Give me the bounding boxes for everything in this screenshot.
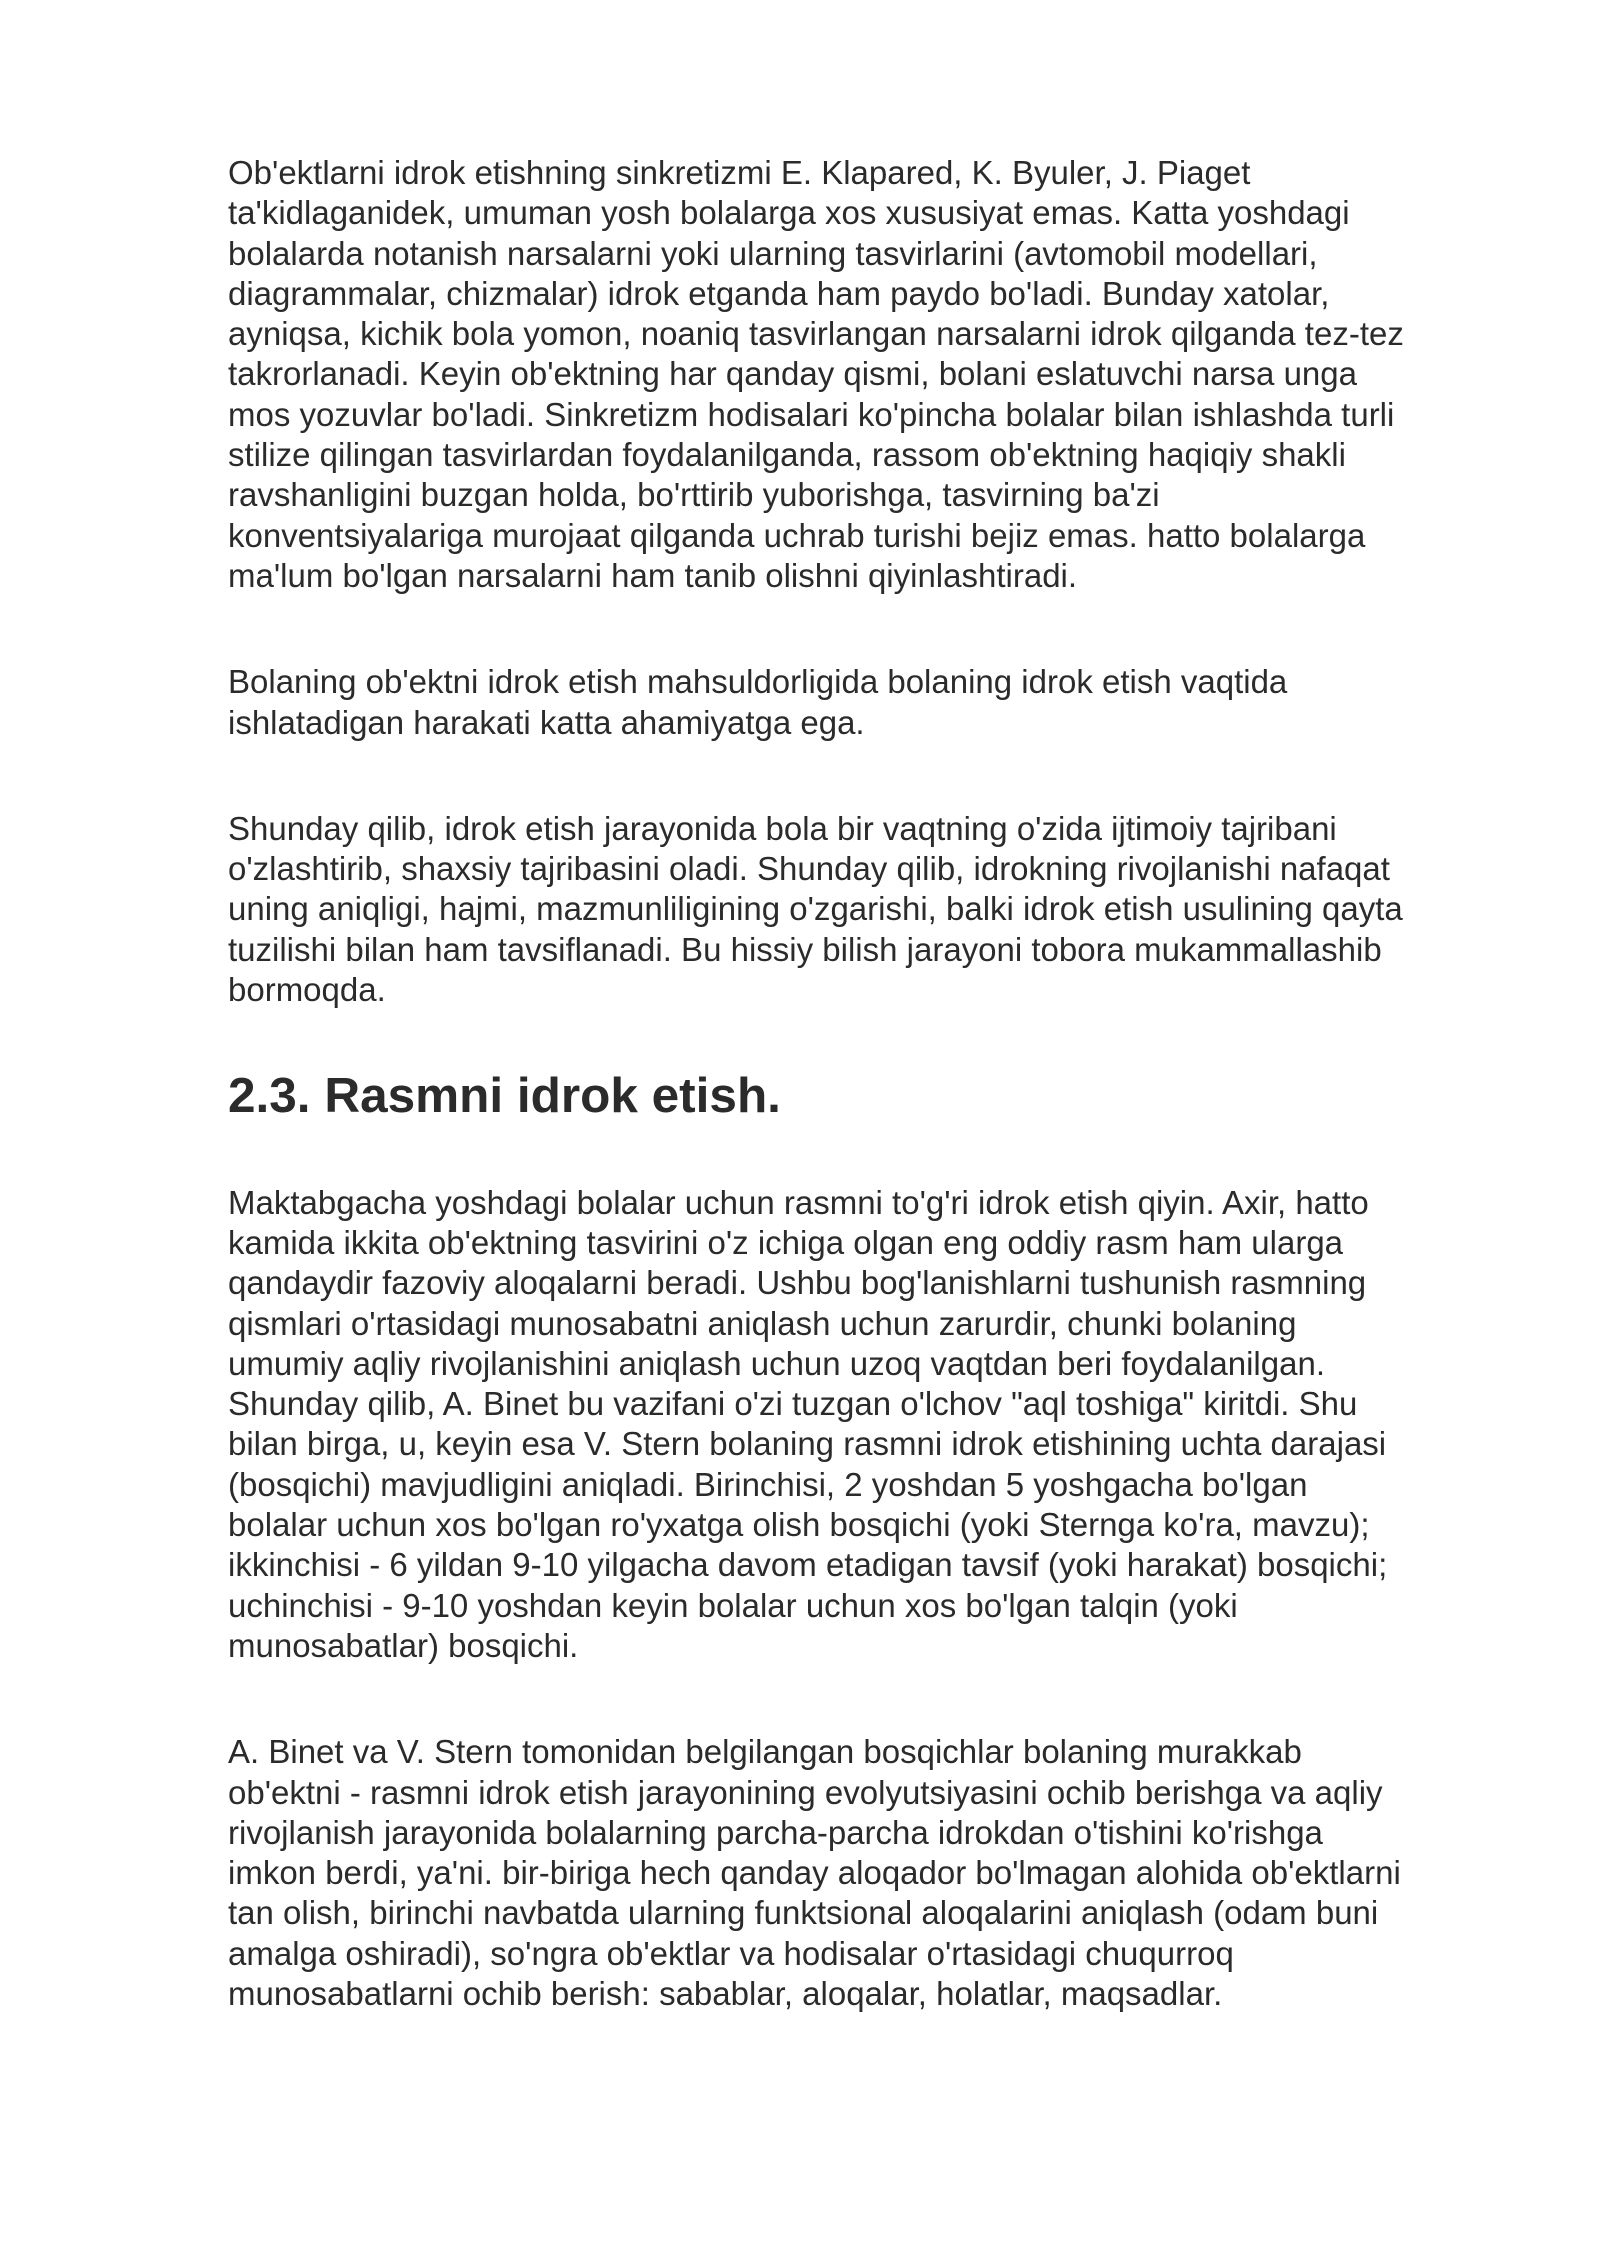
paragraph-spacer xyxy=(228,596,1488,662)
paragraph-syncretism: Ob'ektlarni idrok etishning sinkretizmi E. Klapared, K. Byuler, J. Piaget ta'kidlaganidek, umuman yosh bolalarga xos xususiyat emas. Katta yoshdagi bolalarda notanish narsalarni yoki ularning tasvirlarini (avtomobil modellari, diagrammalar, chizmalar) idrok etganda ham paydo bo'ladi. Bunday xatolar, ayniqsa, kichik bola yomon, noaniq tasvirlangan narsalarni idrok qilganda tez-tez takrorlanadi. Keyin ob'ektning har qanday qismi, bolani eslatuvchi narsa unga mos yozuvlar bo'ladi. Sinkretizm hodisalari ko'pincha bolalar bilan ishlashda turli stilize qilingan tasvirlardan foydalanilganda, rassom ob'ektning haqiqiy shakli ravshanligini buzgan holda, bo'rttirib yuborishga, tasvirning ba'zi konventsiyalariga murojaat qilganda uchrab turishi bejiz emas. hatto bolalarga ma'lum bo'lgan narsalarni ham tanib olishni qiyinlashtiradi. xyxy=(228,154,1404,594)
paragraph-spacer xyxy=(228,1117,1488,1183)
paragraph-picture-perception: Maktabgacha yoshdagi bolalar uchun rasmni to'g'ri idrok etish qiyin. Axir, hatto kamida ikkita ob'ektning tasvirini o'z ichiga olgan eng oddiy rasm ham ularga qandaydir fazoviy aloqalarni beradi. Ushbu bog'lanishlarni tushunish rasmning qismlari o'rtasidagi munosabatni aniqlash uchun zarurdir, chunki bolaning umumiy aqliy rivojlanishini aniqlash uchun uzoq vaqtdan beri foydalanilgan. Shunday qilib, A. Binet bu vazifani o'zi tuzgan o'lchov "aql toshiga" kiritdi. Shu bilan birga, u, keyin esa V. Stern bolaning rasmni idrok etishining uchta darajasi (bosqichi) mavjudligini aniqladi. Birinchisi, 2 yoshdan 5 yoshgacha bo'lgan bolalar uchun xos bo'lgan ro'yxatga olish bosqichi (yoki Sternga ko'ra, mavzu); ikkinchisi - 6 yildan 9-10 yilgacha davom etadigan tavsif (yoki harakat) bosqichi; uchinchisi - 9-10 yoshdan keyin bolalar uchun xos bo'lgan talqin (yoki munosabatlar) bosqichi. xyxy=(228,1183,1388,1664)
paragraph-spacer xyxy=(228,1666,1488,1732)
paragraph-binet-stern-stages: A. Binet va V. Stern tomonidan belgilangan bosqichlar bolaning murakkab ob'ektni - rasmni idrok etish jarayonining evolyutsiyasini ochib berishga va aqliy rivojlanish jarayonida bolalarning parcha-parcha idrokdan o'tishini ko'rishga imkon berdi, ya'ni. bir-biriga hech qanday aloqador bo'lmagan alohida ob'ektlarni tan olish, birinchi navbatda ularning funktsional aloqalarini aniqlash (odam buni amalga oshiradi), so'ngra ob'ektlar va hodisalar o'rtasidagi chuqurroq munosabatlarni ochib berish: sabablar, aloqalar, holatlar, maqsadlar. xyxy=(228,1733,1401,2012)
section-heading: 2.3. Rasmni idrok etish. xyxy=(228,1068,781,1124)
paragraph-spacer xyxy=(228,1010,1488,1076)
paragraph-action-role: Bolaning ob'ektni idrok etish mahsuldorligida bolaning idrok etish vaqtida ishlatadigan harakati katta ahamiyatga ega. xyxy=(228,663,1288,741)
paragraph-spacer xyxy=(228,743,1488,809)
document-body xyxy=(228,153,1488,2014)
paragraph-social-experience: Shunday qilib, idrok etish jarayonida bola bir vaqtning o'zida ijtimoiy tajribani o'zlashtirib, shaxsiy tajribasini oladi. Shunday qilib, idrokning rivojlanishi nafaqat uning aniqligi, hajmi, mazmunliligining o'zgarishi, balki idrok etish usulining qayta tuzilishi bilan ham tavsiflanadi. Bu hissiy bilish jarayoni tobora mukammallashib bormoqda. xyxy=(228,809,1403,1009)
